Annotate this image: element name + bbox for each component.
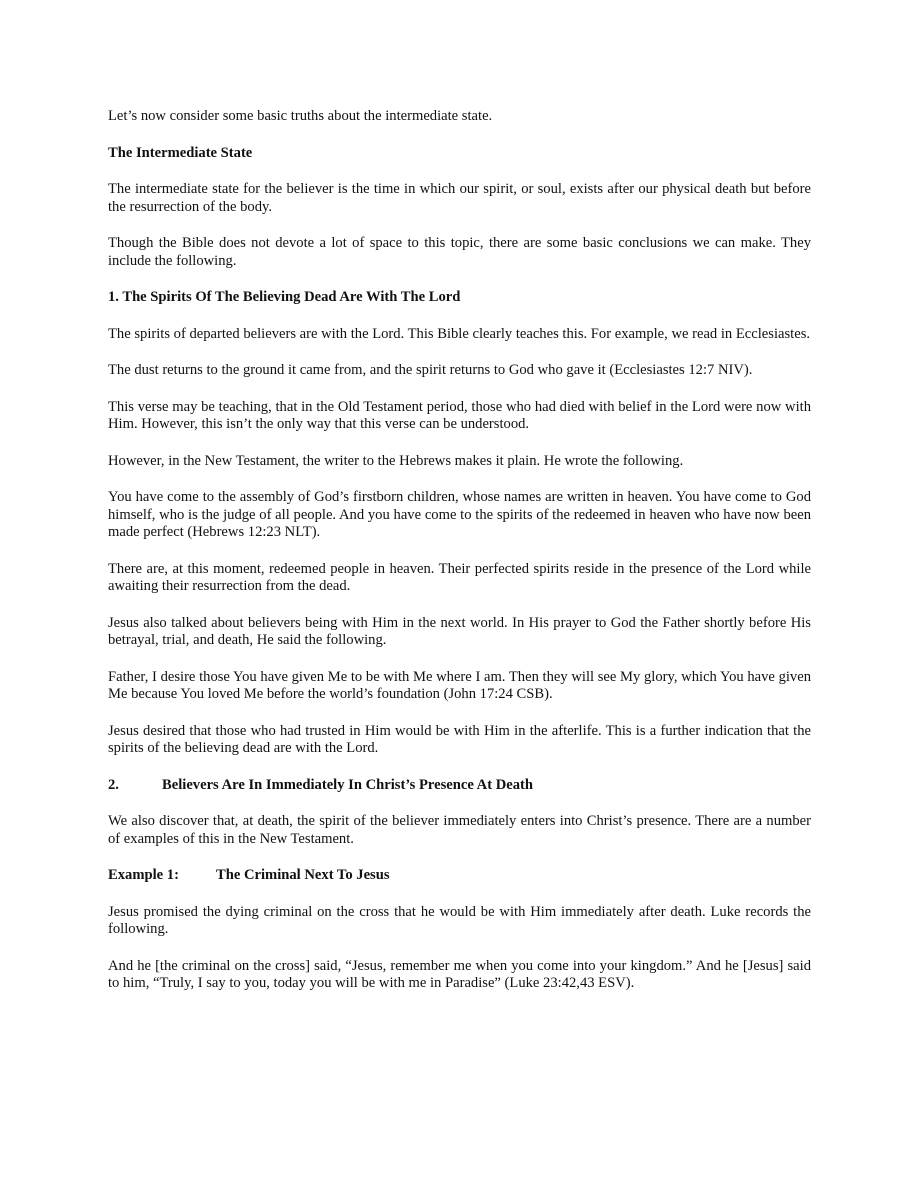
- paragraph-1d: There are, at this moment, redeemed people in heaven. Their perfected spirits reside in the presence of the Lord while awaiting their resurrection from the dead.: [108, 560, 811, 594]
- conclusions-paragraph: Though the Bible does not devote a lot of space to this topic, there are some basic conclusions we can make. They include the following.: [108, 235, 811, 269]
- quote-ecclesiastes: The dust returns to the ground it came from, and the spirit returns to God who gave it (Ecclesiastes 12:7 NIV).: [108, 362, 753, 378]
- document-page: [108, 108, 811, 1012]
- quote-luke: And he [the criminal on the cross] said, “Jesus, remember me when you come into your kingdom.” And he [Jesus] said to him, “Truly, I say to you, today you will be with me in Paradise” (Luke 23:42,43 ESV).: [108, 957, 811, 991]
- definition-paragraph: The intermediate state for the believer is the time in which our spirit, or soul, exists after our physical death but before the resurrection of the body.: [108, 181, 811, 215]
- intro-paragraph: Let’s now consider some basic truths about the intermediate state.: [108, 108, 493, 124]
- quote-john: Father, I desire those You have given Me to be with Me where I am. Then they will see My glory, which You have given Me because You loved Me before the world’s foundation (John 17:24 CSB).: [108, 668, 811, 702]
- paragraph-1f: Jesus desired that those who had trusted in Him would be with Him in the afterlife. This is a further indication that the spirits of the believing dead are with the Lord.: [108, 722, 811, 756]
- paragraph-1a: The spirits of departed believers are with the Lord. This Bible clearly teaches this. For example, we read in Ecclesiastes.: [108, 325, 811, 342]
- paragraph-1b: This verse may be teaching, that in the Old Testament period, those who had died with belief in the Lord were now with Him. However, this isn’t the only way that this verse can be understood.: [108, 398, 811, 432]
- example-1-label: Example 1:: [108, 867, 179, 883]
- paragraph-example-1: Jesus promised the dying criminal on the cross that he would be with Him immediately after death. Luke records the following.: [108, 903, 811, 937]
- example-1-heading: [108, 867, 811, 885]
- heading-2-number: 2.: [108, 776, 119, 793]
- paragraph-2a: We also discover that, at death, the spirit of the believer immediately enters into Christ’s presence. There are a number of examples of this in the New Testament.: [108, 813, 811, 847]
- section-title: The Intermediate State: [108, 144, 253, 161]
- heading-2-text: Believers Are In Immediately In Christ’s Presence At Death: [162, 776, 533, 793]
- heading-point-1: 1. The Spirits Of The Believing Dead Are With The Lord: [108, 289, 461, 305]
- example-1-title: The Criminal Next To Jesus: [216, 867, 390, 883]
- quote-hebrews: You have come to the assembly of God’s firstborn children, whose names are written in heaven. You have come to God himself, who is the judge of all people. And you have come to the spirits of the redeemed in heaven who have now been made perfect (Hebrews 12:23 NLT).: [108, 489, 811, 540]
- paragraph-1c: However, in the New Testament, the writer to the Hebrews makes it plain. He wrote the following.: [108, 452, 684, 469]
- paragraph-1e: Jesus also talked about believers being with Him in the next world. In His prayer to God the Father shortly before His betrayal, trial, and death, He said the following.: [108, 614, 811, 648]
- heading-point-2: [108, 777, 811, 795]
